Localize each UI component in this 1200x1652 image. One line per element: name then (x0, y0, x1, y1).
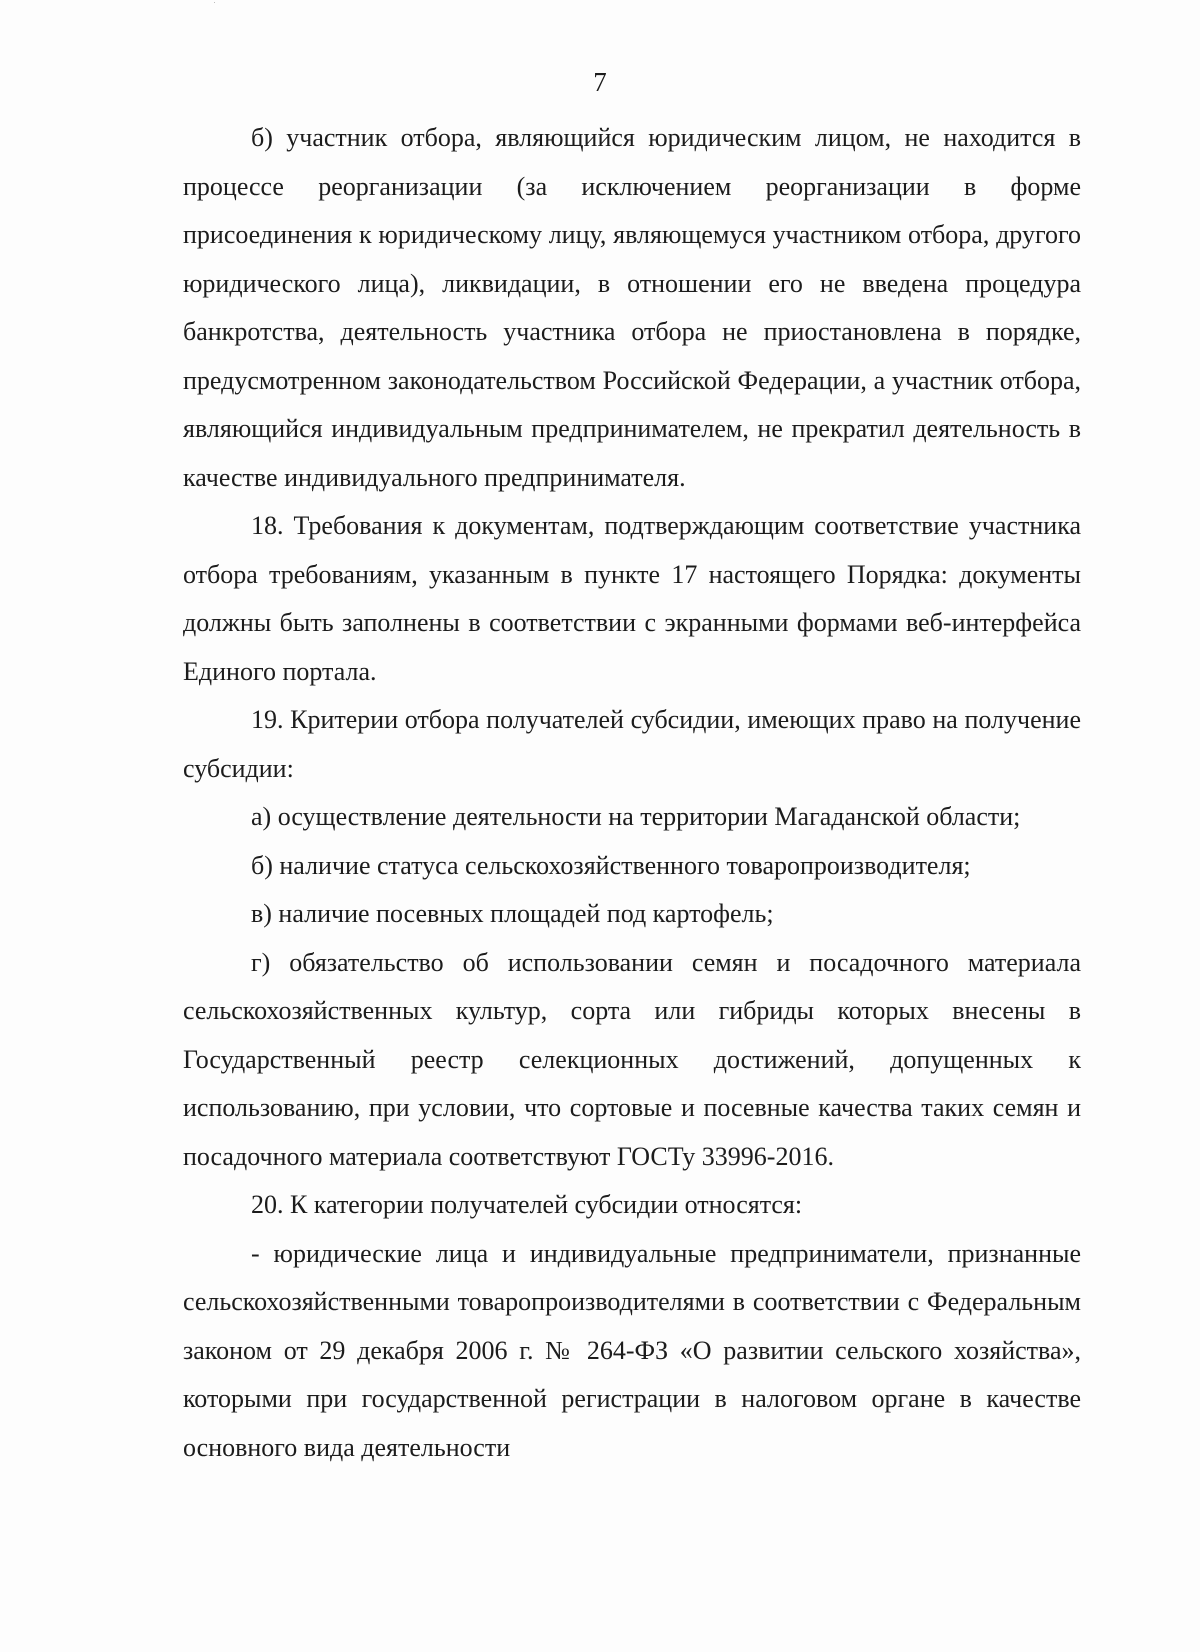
paragraph-18-document-requirements: 18. Требования к документам, подтверждающим соответствие участника отбора требованиям, указанным в пункте 17 настоящего Порядка: документы должны быть заполнены в соответствии с экранными формами веб-интерфейса Единого портала. (183, 511, 1081, 686)
page-number: 7 (593, 67, 607, 97)
paragraph-criterion-v: в) наличие посевных площадей под картофель; (251, 899, 774, 928)
scan-speck (214, 2, 215, 3)
paragraph-19-selection-criteria: 19. Критерии отбора получателей субсидии, имеющих право на получение субсидии: (183, 705, 1081, 783)
paragraph-item-b-legal-status: б) участник отбора, являющийся юридическим лицом, не находится в процессе реорганизации (за исключением реорганизации в форме присоединения к юридическому лицу, являющемуся участником отбора, другого юридического лица), ликвидации, в отношении его не введена процедура банкротства, деятельность участника отбора не приостановлена в порядке, предусмотренном законодательством Российской Федерации, а участник отбора, являющийся индивидуальным предпринимателем, не прекратил деятельность в качестве индивидуального предпринимателя. (183, 123, 1081, 492)
paragraph-criterion-g: г) обязательство об использовании семян и посадочного материала сельскохозяйственных культур, сорта или гибриды которых внесены в Государственный реестр селекционных достижений, допущенных к использованию, при условии, что сортовые и посевные качества таких семян и посадочного материала соответствуют ГОСТу 33996-2016. (183, 947, 1081, 1171)
document-body (183, 114, 1081, 1472)
paragraph-20-recipient-category: 20. К категории получателей субсидии относятся: (251, 1190, 803, 1219)
paragraph-criterion-b: б) наличие статуса сельскохозяйственного товаропроизводителя; (251, 850, 971, 880)
paragraph-criterion-a: а) осуществление деятельности на территории Магаданской области; (251, 802, 1021, 831)
paragraph-recipient-legal-entities: - юридические лица и индивидуальные предприниматели, признанные сельскохозяйственными товаропроизводителями в соответствии с Федеральным законом от 29 декабря 2006 г. № 264-ФЗ «О развитии сельского хозяйства», которыми при государственной регистрации в налоговом органе в качестве основного вида деятельности (183, 1238, 1081, 1462)
